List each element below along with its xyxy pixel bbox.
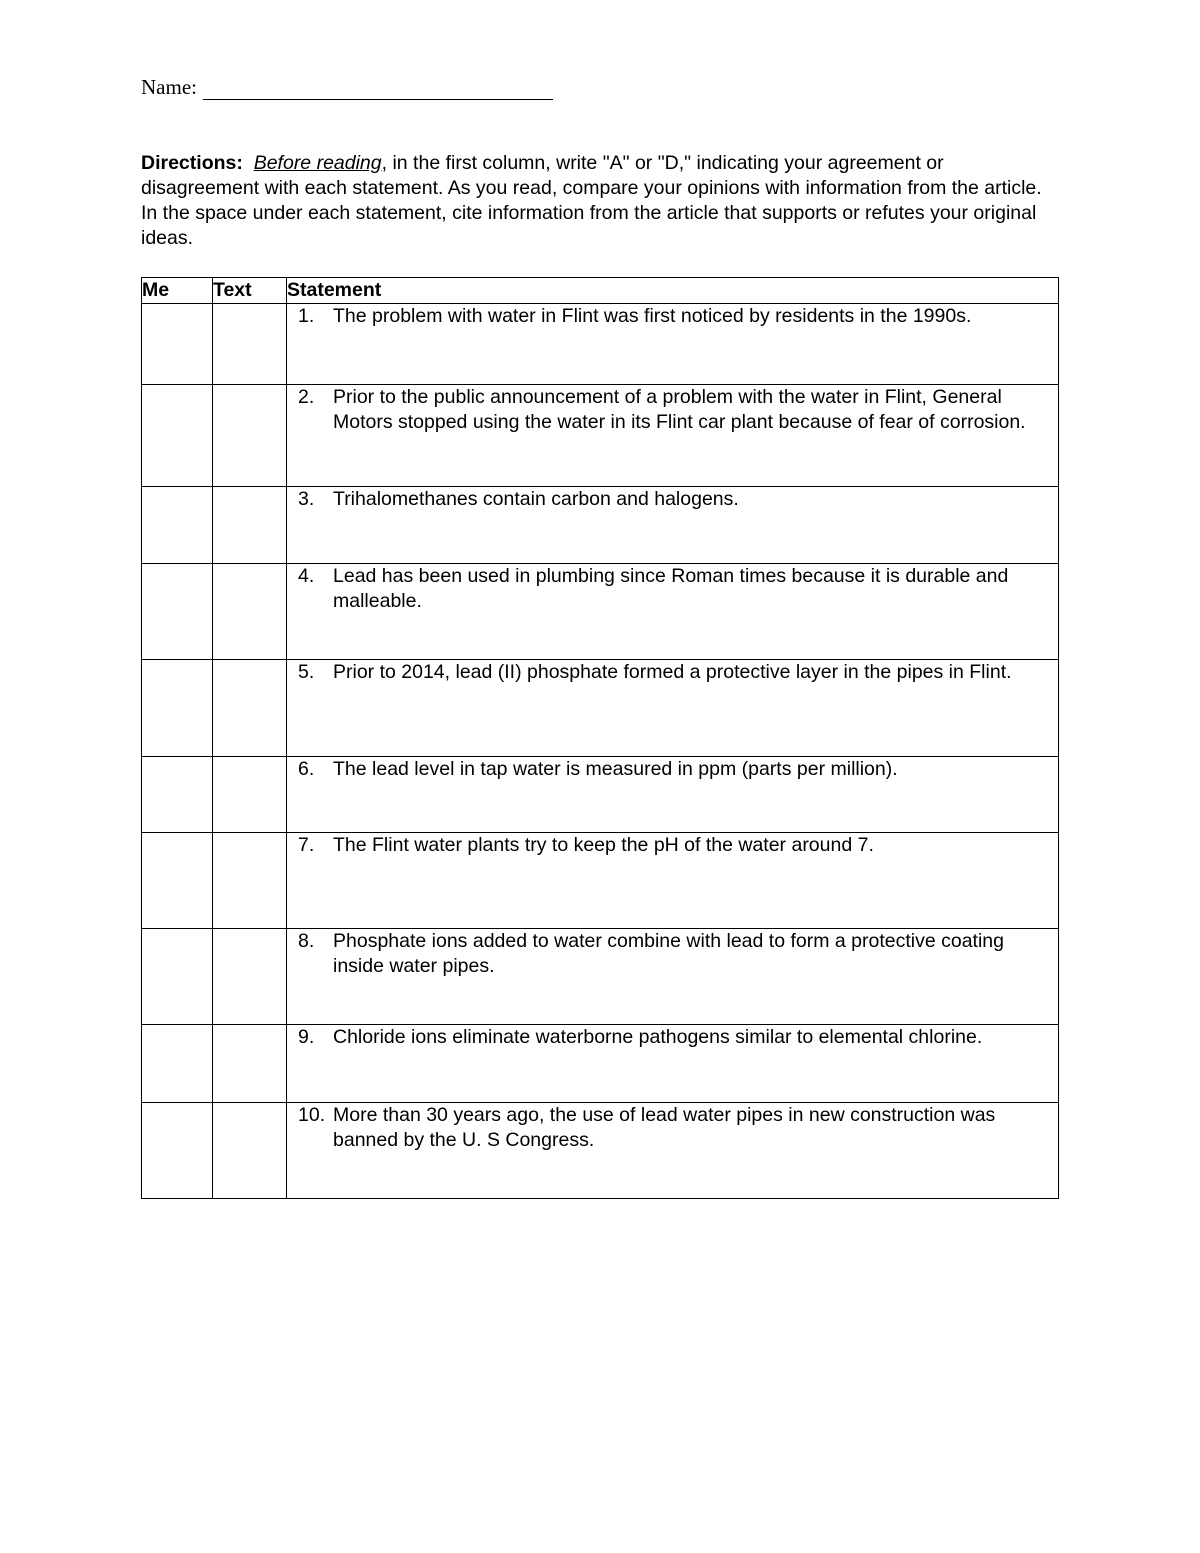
text-cell[interactable] <box>213 929 287 1025</box>
text-cell[interactable] <box>213 757 287 833</box>
statement-text: Trihalomethanes contain carbon and halogens. <box>333 488 739 510</box>
statement-cell[interactable] <box>287 487 1059 564</box>
statement-number: 4. <box>298 565 315 587</box>
table-row <box>142 757 1059 833</box>
header-statement: Statement <box>287 278 1059 304</box>
table-row <box>142 660 1059 757</box>
statement-text: Chloride ions eliminate waterborne pathogens similar to elemental chlorine. <box>333 1026 983 1048</box>
statement-cell[interactable] <box>287 1025 1059 1103</box>
table-row <box>142 833 1059 929</box>
text-cell[interactable] <box>213 1025 287 1103</box>
statement-text: The lead level in tap water is measured in ppm (parts per million). <box>333 758 898 780</box>
me-cell[interactable] <box>142 929 213 1025</box>
header-me: Me <box>142 278 213 304</box>
statement-cell[interactable] <box>287 757 1059 833</box>
statement-text: Prior to 2014, lead (II) phosphate formed a protective layer in the pipes in Flint. <box>333 661 1012 683</box>
table-row <box>142 564 1059 660</box>
text-cell[interactable] <box>213 564 287 660</box>
directions-label: Directions: <box>141 152 243 174</box>
anticipation-guide-table <box>141 277 1059 1199</box>
table-header-row <box>142 278 1059 304</box>
statement-number: 5. <box>298 661 315 683</box>
statement-cell[interactable] <box>287 660 1059 757</box>
table-row <box>142 385 1059 487</box>
text-cell[interactable] <box>213 304 287 385</box>
statement-number: 8. <box>298 930 315 952</box>
table-row <box>142 487 1059 564</box>
text-cell[interactable] <box>213 833 287 929</box>
name-field-row <box>141 74 553 100</box>
directions-emphasis: Before reading <box>253 152 382 174</box>
statement-cell[interactable] <box>287 304 1059 385</box>
me-cell[interactable] <box>142 1025 213 1103</box>
statement-text: Phosphate ions added to water combine with lead to form a protective coating inside water pipes. <box>333 930 1004 977</box>
directions-paragraph <box>141 151 1061 251</box>
statement-number: 1. <box>298 305 315 327</box>
statement-cell[interactable] <box>287 833 1059 929</box>
statement-text: The Flint water plants try to keep the pH of the water around 7. <box>333 834 874 856</box>
statement-cell[interactable] <box>287 385 1059 487</box>
name-blank-line[interactable] <box>203 77 553 100</box>
directions-text: , in the first column, write "A" or "D," indicating your agreement or disagreement with each statement. As you read, compare your opinions with information from the article. In the space under each statement, cite information from the article that supports or refutes your original ideas. <box>141 152 1042 249</box>
statement-number: 2. <box>298 386 315 408</box>
header-text: Text <box>213 278 287 304</box>
statement-text: Prior to the public announcement of a problem with the water in Flint, General Motors stopped using the water in its Flint car plant because of fear of corrosion. <box>333 386 1026 433</box>
table-row <box>142 304 1059 385</box>
me-cell[interactable] <box>142 385 213 487</box>
statement-cell[interactable] <box>287 929 1059 1025</box>
table-row <box>142 1025 1059 1103</box>
statement-number: 9. <box>298 1026 315 1048</box>
table-row <box>142 929 1059 1025</box>
statement-cell[interactable] <box>287 564 1059 660</box>
me-cell[interactable] <box>142 1103 213 1199</box>
me-cell[interactable] <box>142 304 213 385</box>
statement-text: More than 30 years ago, the use of lead water pipes in new construction was banned by the U. S Congress. <box>333 1104 996 1151</box>
text-cell[interactable] <box>213 487 287 564</box>
statement-cell[interactable] <box>287 1103 1059 1199</box>
statement-number: 6. <box>298 758 315 780</box>
text-cell[interactable] <box>213 385 287 487</box>
me-cell[interactable] <box>142 660 213 757</box>
statement-number: 7. <box>298 834 315 856</box>
me-cell[interactable] <box>142 487 213 564</box>
name-label: Name: <box>141 75 197 99</box>
statement-number: 10. <box>298 1104 326 1126</box>
me-cell[interactable] <box>142 833 213 929</box>
text-cell[interactable] <box>213 1103 287 1199</box>
me-cell[interactable] <box>142 564 213 660</box>
text-cell[interactable] <box>213 660 287 757</box>
me-cell[interactable] <box>142 757 213 833</box>
table-row <box>142 1103 1059 1199</box>
statement-number: 3. <box>298 488 315 510</box>
statement-text: Lead has been used in plumbing since Roman times because it is durable and malleable. <box>333 565 1009 612</box>
statement-text: The problem with water in Flint was first noticed by residents in the 1990s. <box>333 305 972 327</box>
